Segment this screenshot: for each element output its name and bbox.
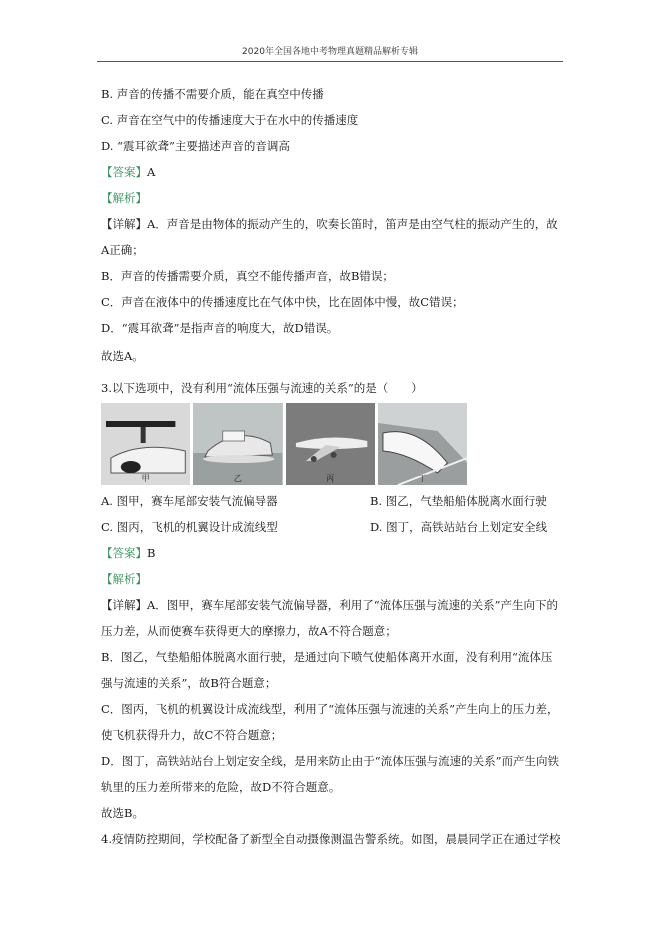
q3-detail-a xyxy=(101,597,558,613)
q3-detail-c-cont: 使飞机获得升力，故C不符合题意； xyxy=(101,728,283,742)
caption-bing: 丙 xyxy=(326,474,335,483)
q3-detail-c: C．图丙，飞机的机翼设计成流线型，利用了“流体压强与流速的关系”产生向上的压力差， xyxy=(101,702,559,716)
q3-detail-d: D．图丁，高铁站站台上划定安全线，是用来防止由于“流体压强与流速的关系”而产生向铁 xyxy=(101,754,559,768)
q3-conclusion: 故选B。 xyxy=(101,806,144,820)
detail-tag: 【详解】 xyxy=(101,217,147,231)
answer-value: A xyxy=(147,165,156,179)
q3-answer xyxy=(101,545,155,561)
q2-detail-a-cont: A正确； xyxy=(101,243,144,257)
q3-detail-a-cont: 压力差，从而使赛车获得更大的摩擦力，故A不符合题意； xyxy=(101,624,397,638)
q2-detail-d: D．“震耳欲聋”是指声音的响度大，故D错误。 xyxy=(101,321,339,335)
q2-option-d: D. “震耳欲聋”主要描述声音的音调高 xyxy=(101,139,290,153)
q2-option-b: B. 声音的传播不需要介质，能在真空中传播 xyxy=(101,87,324,101)
answer-tag: 【答案】 xyxy=(101,165,147,179)
answer-value: B xyxy=(147,546,156,560)
q3-option-a: A. 图甲，赛车尾部安装气流偏导器 xyxy=(101,494,278,508)
detail-text: A．图甲，赛车尾部安装气流偏导器，利用了“流体压强与流速的关系”产生向下的 xyxy=(147,598,559,612)
caption-ding: 丁 xyxy=(418,474,427,483)
photo-race-car xyxy=(101,403,190,485)
q3-detail-b: B．图乙，气垫船船体脱离水面行驶，是通过向下喷气使船体离开水面，没有利用“流体压 xyxy=(101,650,553,664)
photo-high-speed-train xyxy=(378,403,467,485)
answer-tag: 【答案】 xyxy=(101,546,147,560)
caption-jia: 甲 xyxy=(141,474,150,483)
q3-detail-d-cont: 轨里的压力差所带来的危险，故D不符合题意。 xyxy=(101,780,341,794)
page-header: 2020年全国各地中考物理真题精品解析专辑 xyxy=(242,47,418,57)
detail-tag: 【详解】 xyxy=(101,598,147,612)
caption-yi: 乙 xyxy=(233,474,242,483)
detail-text: A．声音是由物体的振动产生的，吹奏长笛时，笛声是由空气柱的振动产生的，故 xyxy=(147,217,558,231)
q2-detail-a xyxy=(101,216,558,232)
q3-option-d: D. 图丁，高铁站站台上划定安全线 xyxy=(370,520,548,534)
q2-analysis-tag: 【解析】 xyxy=(101,191,147,205)
q3-figure xyxy=(101,403,467,485)
q2-detail-c: C．声音在液体中的传播速度比在气体中快，比在固体中慢，故C错误； xyxy=(101,295,464,309)
q3-stem: 3.以下选项中，没有利用“流体压强与流速的关系”的是（ ） xyxy=(101,381,423,395)
q4-stem: 4.疫情防控期间，学校配备了新型全自动摄像测温告警系统。如图，晨晨同学正在通过学校 xyxy=(101,832,561,846)
photo-airplane xyxy=(286,403,375,485)
q2-answer xyxy=(101,164,155,180)
header-divider xyxy=(97,61,563,62)
q2-conclusion: 故选A。 xyxy=(101,349,144,363)
q2-option-c: C. 声音在空气中的传播速度大于在水中的传播速度 xyxy=(101,113,359,127)
q3-analysis-tag: 【解析】 xyxy=(101,572,147,586)
photo-hovercraft xyxy=(193,403,282,485)
q3-detail-b-cont: 强与流速的关系”，故B符合题意； xyxy=(101,676,277,690)
q3-option-c: C. 图丙，飞机的机翼设计成流线型 xyxy=(101,520,278,534)
q3-option-b: B. 图乙，气垫船船体脱离水面行驶 xyxy=(370,494,547,508)
q2-detail-b: B．声音的传播需要介质，真空不能传播声音，故B错误； xyxy=(101,269,394,283)
